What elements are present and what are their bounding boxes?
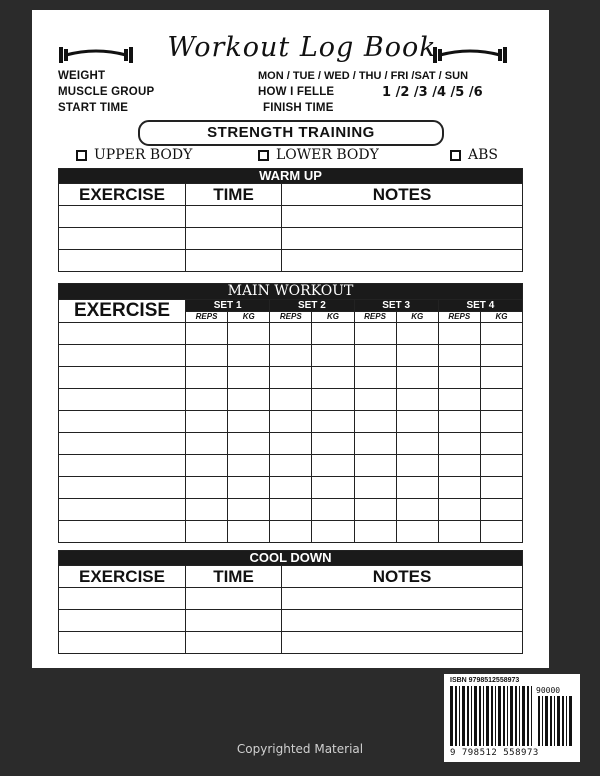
table-cell[interactable] <box>480 499 522 521</box>
main-workout-rows <box>59 323 523 543</box>
table-cell[interactable] <box>59 499 186 521</box>
table-cell[interactable] <box>59 228 186 250</box>
table-cell[interactable] <box>312 521 354 543</box>
days-of-week: MON / TUE / WED / THU / FRI /SAT / SUN <box>258 70 469 82</box>
table-cell[interactable] <box>312 433 354 455</box>
table-cell[interactable] <box>270 323 312 345</box>
table-cell[interactable] <box>59 250 186 272</box>
table-cell[interactable] <box>270 367 312 389</box>
table-cell[interactable] <box>354 389 396 411</box>
table-row <box>59 389 523 411</box>
muscle-group-label: MUSCLE GROUP <box>58 86 155 98</box>
table-cell[interactable] <box>186 411 228 433</box>
table-cell[interactable] <box>282 206 523 228</box>
table-cell[interactable] <box>186 477 228 499</box>
set-3-header: SET 3 <box>354 300 438 312</box>
table-cell[interactable] <box>270 455 312 477</box>
table-cell[interactable] <box>438 411 480 433</box>
table-cell[interactable] <box>480 411 522 433</box>
table-cell[interactable] <box>354 499 396 521</box>
table-cell[interactable] <box>59 323 186 345</box>
table-row <box>59 367 523 389</box>
table-cell[interactable] <box>59 588 186 610</box>
table-cell[interactable] <box>480 389 522 411</box>
set-1-header: SET 1 <box>186 300 270 312</box>
table-cell[interactable] <box>282 588 523 610</box>
table-row <box>59 433 523 455</box>
set-2-header: SET 2 <box>270 300 354 312</box>
table-cell[interactable] <box>59 411 186 433</box>
watermark-bottom: Copyrighted Material <box>236 742 364 756</box>
option-label: UPPER BODY <box>94 147 193 163</box>
table-cell[interactable] <box>186 250 282 272</box>
table-cell[interactable] <box>396 499 438 521</box>
checkbox[interactable] <box>76 150 87 161</box>
table-cell[interactable] <box>396 521 438 543</box>
table-cell[interactable] <box>480 477 522 499</box>
table-cell[interactable] <box>59 345 186 367</box>
table-cell[interactable] <box>228 323 270 345</box>
table-cell[interactable] <box>228 477 270 499</box>
table-cell[interactable] <box>59 433 186 455</box>
isbn-text: ISBN 9798512558973 <box>450 677 520 684</box>
table-cell[interactable] <box>270 521 312 543</box>
table-cell[interactable] <box>228 433 270 455</box>
table-cell[interactable] <box>186 521 228 543</box>
table-cell[interactable] <box>396 433 438 455</box>
table-cell[interactable] <box>354 367 396 389</box>
table-cell[interactable] <box>228 455 270 477</box>
table-row <box>59 345 523 367</box>
warm-up-title: WARM UP <box>59 169 523 184</box>
table-cell[interactable] <box>186 228 282 250</box>
table-cell[interactable] <box>228 389 270 411</box>
table-cell[interactable] <box>270 411 312 433</box>
notes-header: NOTES <box>282 184 523 206</box>
log-page <box>32 10 549 668</box>
table-cell[interactable] <box>480 455 522 477</box>
table-cell[interactable] <box>396 367 438 389</box>
table-cell[interactable] <box>438 345 480 367</box>
table-cell[interactable] <box>270 389 312 411</box>
table-cell[interactable] <box>228 499 270 521</box>
table-cell[interactable] <box>186 455 228 477</box>
table-cell[interactable] <box>312 455 354 477</box>
table-cell[interactable] <box>438 499 480 521</box>
table-cell[interactable] <box>270 477 312 499</box>
table-cell[interactable] <box>480 323 522 345</box>
barcode-number: 9 798512 558973 <box>450 748 539 758</box>
table-cell[interactable] <box>354 433 396 455</box>
table-cell[interactable] <box>186 433 228 455</box>
option-abs[interactable] <box>450 147 498 163</box>
option-label: ABS <box>468 147 498 163</box>
table-cell[interactable] <box>354 323 396 345</box>
option-label: LOWER BODY <box>276 147 379 163</box>
table-cell[interactable] <box>59 477 186 499</box>
table-cell[interactable] <box>186 588 282 610</box>
cool-down-table <box>58 550 523 654</box>
table-cell[interactable] <box>59 455 186 477</box>
table-cell[interactable] <box>312 411 354 433</box>
time-header: TIME <box>186 184 282 206</box>
option-upper-body[interactable] <box>76 147 192 163</box>
table-cell[interactable] <box>354 477 396 499</box>
table-row <box>59 499 523 521</box>
table-cell[interactable] <box>270 499 312 521</box>
main-workout-title: MAIN WORKOUT <box>59 284 523 300</box>
reps-header: REPS <box>186 312 228 323</box>
option-lower-body[interactable] <box>258 147 379 163</box>
table-cell[interactable] <box>59 389 186 411</box>
table-cell[interactable] <box>186 323 228 345</box>
table-cell[interactable] <box>59 367 186 389</box>
barcode-addon-icon <box>538 696 574 746</box>
table-cell[interactable] <box>312 345 354 367</box>
table-cell[interactable] <box>396 323 438 345</box>
checkbox[interactable] <box>450 150 461 161</box>
kg-header: KG <box>480 312 522 323</box>
set-4-header: SET 4 <box>438 300 522 312</box>
exercise-header: EXERCISE <box>59 300 186 323</box>
section-title: STRENGTH TRAINING <box>138 120 444 146</box>
table-cell[interactable] <box>438 521 480 543</box>
table-cell[interactable] <box>312 367 354 389</box>
table-row <box>59 477 523 499</box>
table-cell[interactable] <box>228 367 270 389</box>
kg-header: KG <box>396 312 438 323</box>
barcode-icon <box>450 686 534 746</box>
table-cell[interactable] <box>438 389 480 411</box>
table-cell[interactable] <box>396 455 438 477</box>
checkbox[interactable] <box>258 150 269 161</box>
table-cell[interactable] <box>312 499 354 521</box>
table-cell[interactable] <box>59 632 186 654</box>
table-row <box>59 411 523 433</box>
table-row <box>59 521 523 543</box>
table-cell[interactable] <box>438 367 480 389</box>
table-cell[interactable] <box>354 521 396 543</box>
kg-header: KG <box>228 312 270 323</box>
table-cell[interactable] <box>438 477 480 499</box>
finish-time-label: FINISH TIME <box>263 102 334 114</box>
weight-label: WEIGHT <box>58 70 106 82</box>
table-cell[interactable] <box>354 455 396 477</box>
table-cell[interactable] <box>396 345 438 367</box>
table-cell[interactable] <box>228 521 270 543</box>
table-cell[interactable] <box>270 345 312 367</box>
reps-header: REPS <box>354 312 396 323</box>
table-cell[interactable] <box>186 610 282 632</box>
table-cell[interactable] <box>312 477 354 499</box>
table-cell[interactable] <box>480 345 522 367</box>
table-cell[interactable] <box>59 610 186 632</box>
table-cell[interactable] <box>59 206 186 228</box>
table-cell[interactable] <box>186 367 228 389</box>
table-cell[interactable] <box>186 499 228 521</box>
barbell-icon <box>56 43 136 67</box>
exercise-header: EXERCISE <box>59 566 186 588</box>
reps-header: REPS <box>438 312 480 323</box>
table-cell[interactable] <box>480 433 522 455</box>
start-time-label: START TIME <box>58 102 129 114</box>
kg-header: KG <box>312 312 354 323</box>
table-cell[interactable] <box>480 367 522 389</box>
table-cell[interactable] <box>312 323 354 345</box>
table-cell[interactable] <box>438 455 480 477</box>
table-cell[interactable] <box>396 411 438 433</box>
notes-header: NOTES <box>282 566 523 588</box>
table-cell[interactable] <box>282 632 523 654</box>
table-cell[interactable] <box>186 345 228 367</box>
table-cell[interactable] <box>396 389 438 411</box>
table-cell[interactable] <box>282 610 523 632</box>
how-i-feel-label: HOW I FELLE <box>258 86 335 98</box>
table-cell[interactable] <box>282 250 523 272</box>
table-cell[interactable] <box>228 345 270 367</box>
table-cell[interactable] <box>186 389 228 411</box>
table-cell[interactable] <box>270 433 312 455</box>
cool-down-title: COOL DOWN <box>59 551 523 566</box>
table-cell[interactable] <box>396 477 438 499</box>
table-cell[interactable] <box>438 323 480 345</box>
warm-up-table <box>58 168 523 272</box>
table-cell[interactable] <box>282 228 523 250</box>
table-row <box>59 323 523 345</box>
exercise-header: EXERCISE <box>59 184 186 206</box>
table-cell[interactable] <box>59 521 186 543</box>
price-code: 90000 <box>536 686 561 695</box>
page-title: Workout Log Book <box>167 32 437 63</box>
table-cell[interactable] <box>438 433 480 455</box>
table-row <box>59 455 523 477</box>
table-cell[interactable] <box>312 389 354 411</box>
table-cell[interactable] <box>354 345 396 367</box>
main-workout-table <box>58 283 523 543</box>
table-cell[interactable] <box>186 632 282 654</box>
table-cell[interactable] <box>480 521 522 543</box>
table-cell[interactable] <box>228 411 270 433</box>
time-header: TIME <box>186 566 282 588</box>
reps-header: REPS <box>270 312 312 323</box>
table-cell[interactable] <box>354 411 396 433</box>
table-cell[interactable] <box>186 206 282 228</box>
feel-scale: 1 /2 /3 /4 /5 /6 <box>382 85 483 100</box>
